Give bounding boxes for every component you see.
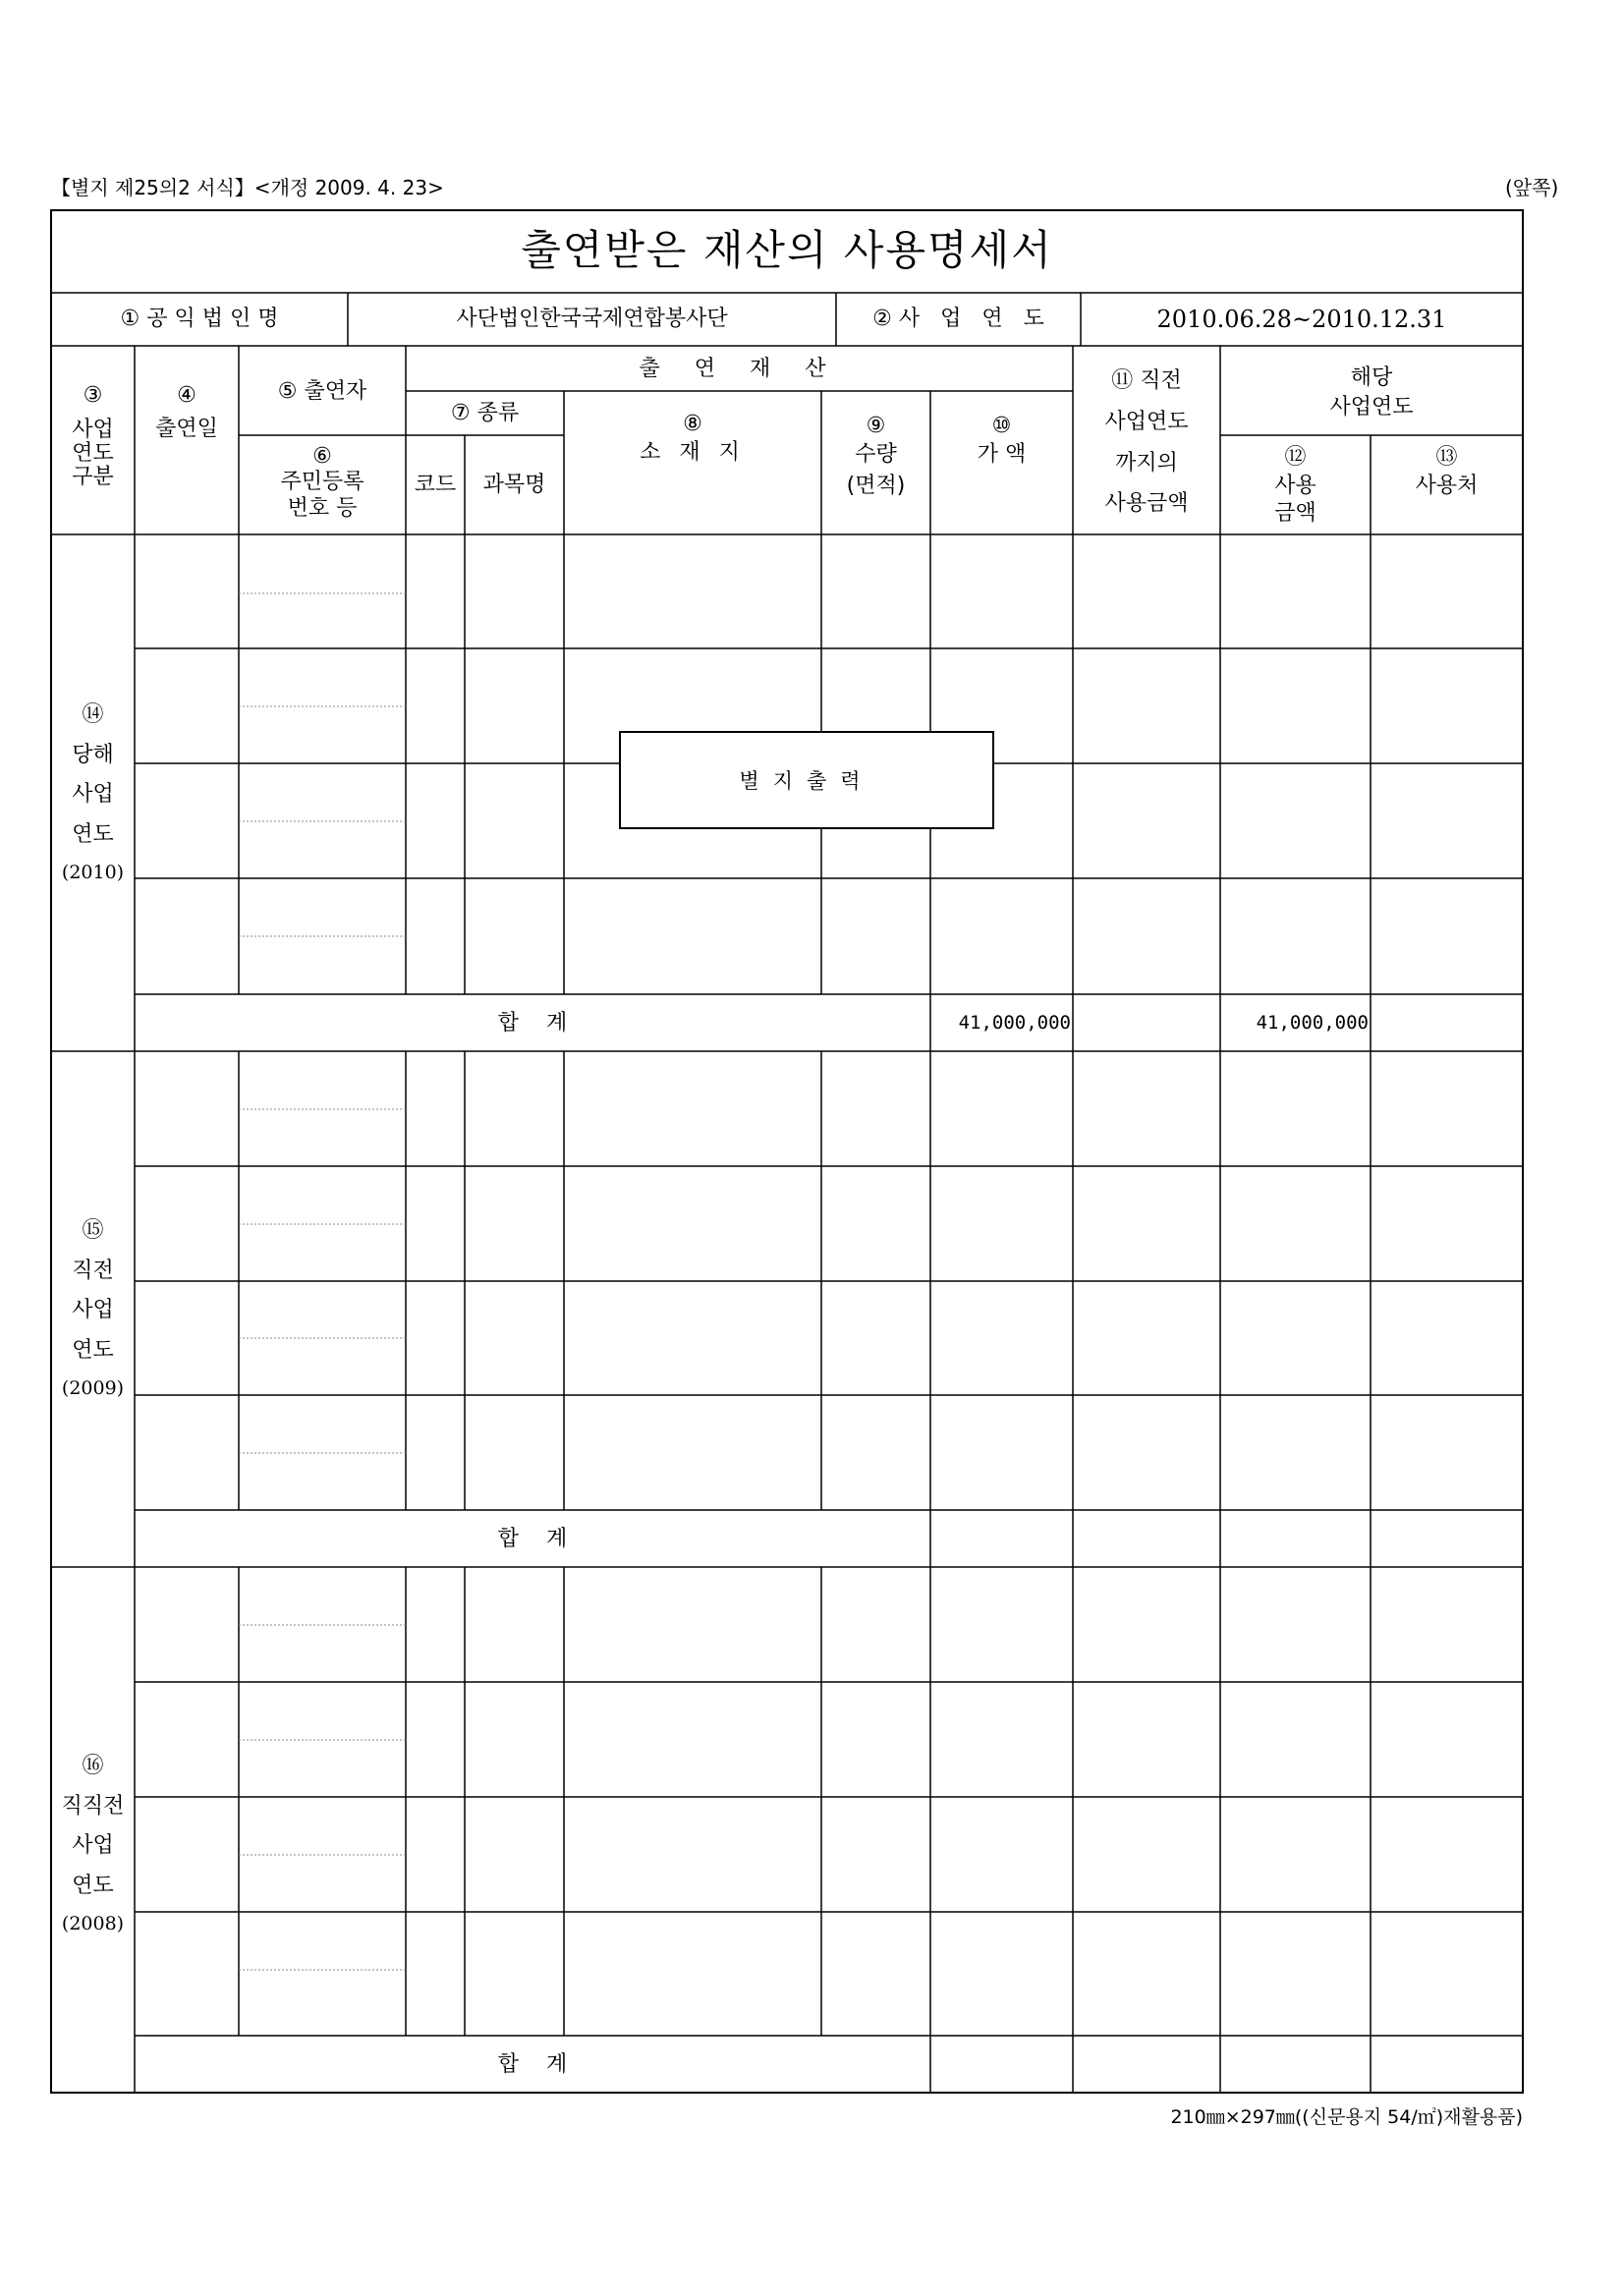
current-group-label-1: 해당: [1350, 365, 1393, 390]
col11-header: [1073, 361, 1220, 525]
col6-label-1: 주민등록: [280, 470, 364, 495]
col3-label-3: 구분: [72, 465, 114, 490]
section-prev2-total-label: 합 계: [497, 2052, 568, 2077]
section-prev-num: ⑮: [82, 1218, 104, 1243]
org-value: 사단법인한국국제연합봉사단: [456, 307, 728, 331]
property-group-header: 출 연 재 산: [639, 357, 840, 381]
col6-header: [239, 444, 406, 522]
col12-header: [1220, 444, 1371, 529]
section-current-label-3: 연도: [72, 822, 114, 848]
section-current-label-1: 당해: [72, 742, 114, 767]
col10-num: ⑩: [991, 414, 1012, 438]
section-current-label-2: 사업: [72, 782, 114, 808]
attachment-stamp-text: 별지출력: [739, 769, 874, 793]
section-prev-label-3: 연도: [72, 1338, 114, 1364]
form-id: 【별지 제25의2 서식】<개정 2009. 4. 23>: [51, 176, 444, 199]
col3-header: [51, 379, 135, 490]
col12-label-1: 사용: [1274, 473, 1316, 498]
section-prev2-label: [51, 1747, 135, 1941]
col4-label: 출연일: [155, 417, 218, 442]
col9-label-2: (면적): [846, 474, 906, 499]
org-label: ① 공 익 법 인 명: [120, 307, 279, 331]
year-value: 2010.06.28~2010.12.31: [1156, 306, 1447, 333]
section-prev2-num: ⑯: [82, 1754, 104, 1778]
col3-label-1: 사업: [72, 418, 114, 443]
col6-num: ⑥: [312, 444, 332, 469]
section-current-year: (2010): [61, 861, 125, 883]
col8-header: [564, 411, 821, 467]
col13-label: 사용처: [1415, 473, 1479, 498]
col11-label-2: 사업연도: [1104, 409, 1189, 434]
col13-num: ⑬: [1435, 445, 1458, 470]
page-side: (앞쪽): [1505, 176, 1559, 199]
section-current-total-value: 41,000,000: [958, 1012, 1071, 1034]
col4-num: ④: [177, 383, 196, 408]
col11-label-3: 까지의: [1115, 450, 1178, 476]
section-prev2-label-2: 사업: [72, 1833, 114, 1859]
col11-label-4: 사용금액: [1104, 491, 1189, 517]
col9-label-1: 수량: [855, 441, 897, 467]
section-prev-label: [51, 1211, 135, 1406]
page-title: 출연받은 재산의 사용명세서: [521, 226, 1053, 274]
current-group-label-2: 사업연도: [1329, 394, 1414, 420]
col7-subject-header: 과목명: [482, 473, 546, 497]
section-prev-year: (2009): [61, 1376, 125, 1399]
section-prev2-label-1: 직직전: [61, 1793, 125, 1819]
col3-num: ③: [83, 383, 103, 408]
col10-label: 가 액: [977, 441, 1027, 467]
col9-num: ⑨: [866, 414, 886, 438]
col8-label: 소 재 지: [640, 439, 746, 465]
col6-label-2: 번호 등: [287, 495, 358, 521]
col9-header: [821, 413, 930, 503]
col8-num: ⑧: [683, 412, 702, 436]
section-prev2-year: (2008): [61, 1912, 125, 1934]
section-current-num: ⑭: [82, 702, 104, 727]
col13-header: [1371, 444, 1523, 500]
section-current-label: [51, 696, 135, 890]
col11-label-1: ⑪ 직전: [1111, 368, 1182, 393]
col4-header: [135, 379, 239, 446]
section-current-total-current: 41,000,000: [1256, 1012, 1369, 1034]
col10-header: [930, 413, 1073, 469]
col7-code-header: 코드: [414, 473, 457, 497]
section-prev-label-2: 사업: [72, 1298, 114, 1323]
col12-num: ⑫: [1284, 445, 1307, 470]
current-year-group-header: [1220, 364, 1523, 421]
col12-label-2: 금액: [1274, 501, 1316, 527]
section-prev-label-1: 직전: [72, 1258, 114, 1283]
year-label: ② 사 업 연 도: [872, 307, 1044, 331]
section-prev-total-label: 합 계: [497, 1527, 568, 1551]
col3-label-2: 연도: [72, 441, 114, 467]
col7-header: ⑦ 종류: [450, 401, 520, 425]
section-current-total-label: 합 계: [497, 1011, 568, 1036]
paper-spec-footer: 210㎜×297㎜((신문용지 54/㎡)재활용품): [1170, 2106, 1523, 2128]
col5-header: ⑤ 출연자: [277, 379, 367, 404]
section-prev2-label-3: 연도: [72, 1874, 114, 1899]
attachment-stamp: [619, 731, 994, 829]
